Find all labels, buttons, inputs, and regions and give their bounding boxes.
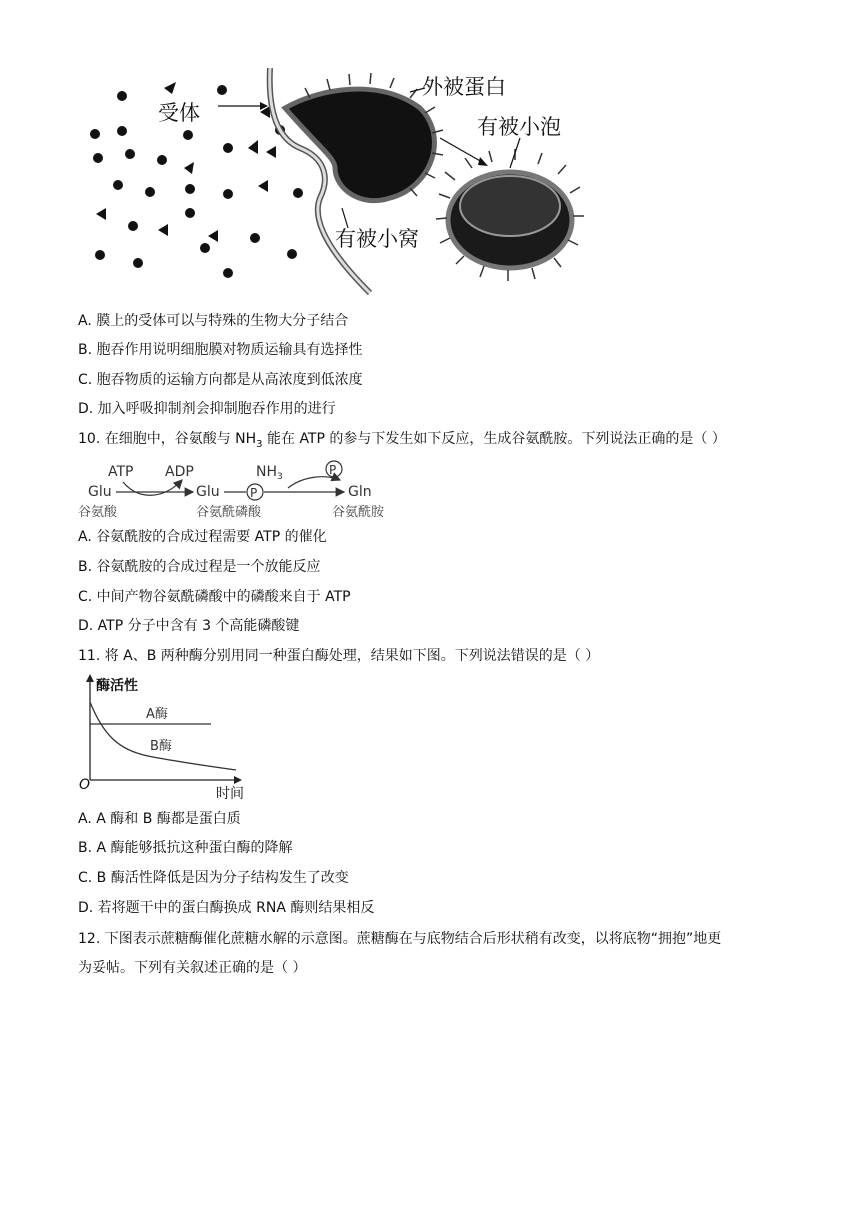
enzyme-activity-chart	[78, 674, 248, 804]
q10-stem-before: 10. 在细胞中，谷氨酸与 NH	[78, 431, 257, 447]
name-glutamate: 谷氨酸	[78, 505, 118, 520]
q9-option-c: C. 胞吞物质的运输方向都是从高浓度到低浓度	[78, 372, 363, 388]
glutamine-reaction-diagram	[78, 456, 408, 522]
q10-stem-after: 能在 ATP 的参与下发生如下反应，生成谷氨酰胺。下列说法正确的是（ ）	[262, 431, 726, 447]
q9-option-a: A. 膜上的受体可以与特殊的生物大分子结合	[78, 313, 349, 329]
adp-label: ADP	[165, 464, 194, 480]
label-receptor: 受体	[158, 101, 200, 125]
q11-option-d: D. 若将题干中的蛋白酶换成 RNA 酶则结果相反	[78, 900, 375, 916]
origin-label: O	[79, 777, 91, 793]
q12-stem-line1: 12. 下图表示蔗糖酶催化蔗糖水解的示意图。蔗糖酶在与底物结合后形状稍有改变，以将底物“拥抱”地更	[78, 931, 722, 947]
q12-stem-line2: 为妥帖。下列有关叙述正确的是（ ）	[78, 960, 307, 976]
nh3-label-main: NH	[256, 464, 277, 480]
atp-label: ATP	[108, 464, 134, 480]
q10-option-a: A. 谷氨酰胺的合成过程需要 ATP 的催化	[78, 529, 327, 545]
y-axis-label: 酶活性	[96, 678, 138, 694]
phosphate-label-mid: P	[250, 486, 258, 500]
q9-option-d: D. 加入呼吸抑制剂会抑制胞吞作用的进行	[78, 401, 336, 417]
gln-label: Gln	[348, 484, 372, 500]
name-glutamine: 谷氨酰胺	[332, 505, 385, 520]
q10-option-b: B. 谷氨酰胺的合成过程是一个放能反应	[78, 559, 321, 575]
nh3-label	[256, 464, 283, 482]
nh3-label-sub: 3	[277, 472, 283, 482]
q11-option-c: C. B 酶活性降低是因为分子结构发生了改变	[78, 870, 349, 886]
q11-option-a: A. A 酶和 B 酶都是蛋白质	[78, 811, 241, 827]
label-coated-vesicle: 有被小泡	[477, 115, 561, 139]
label-coat-protein: 外被蛋白	[422, 75, 506, 99]
series-b-label: B酶	[150, 739, 172, 754]
name-glutamyl-phosphate: 谷氨酰磷酸	[196, 505, 262, 520]
glu2-label: Glu	[196, 484, 220, 500]
endocytosis-figure	[80, 68, 600, 298]
q10-stem	[78, 429, 726, 455]
q10-stem-sub: 3	[256, 438, 263, 450]
label-coated-pit: 有被小窝	[335, 227, 419, 251]
q10-option-d: D. ATP 分子中含有 3 个高能磷酸键	[78, 618, 300, 634]
q11-option-b: B. A 酶能够抵抗这种蛋白酶的降解	[78, 840, 293, 856]
series-a-label: A酶	[146, 707, 168, 722]
x-axis-label: 时间	[216, 786, 244, 802]
phosphate-label-top: P	[329, 463, 337, 477]
q11-stem: 11. 将 A、B 两种酶分别用同一种蛋白酶处理，结果如下图。下列说法错误的是（ ）	[78, 648, 600, 664]
q9-option-b: B. 胞吞作用说明细胞膜对物质运输具有选择性	[78, 342, 363, 358]
q10-option-c: C. 中间产物谷氨酰磷酸中的磷酸来自于 ATP	[78, 589, 351, 605]
glu-label: Glu	[88, 484, 112, 500]
